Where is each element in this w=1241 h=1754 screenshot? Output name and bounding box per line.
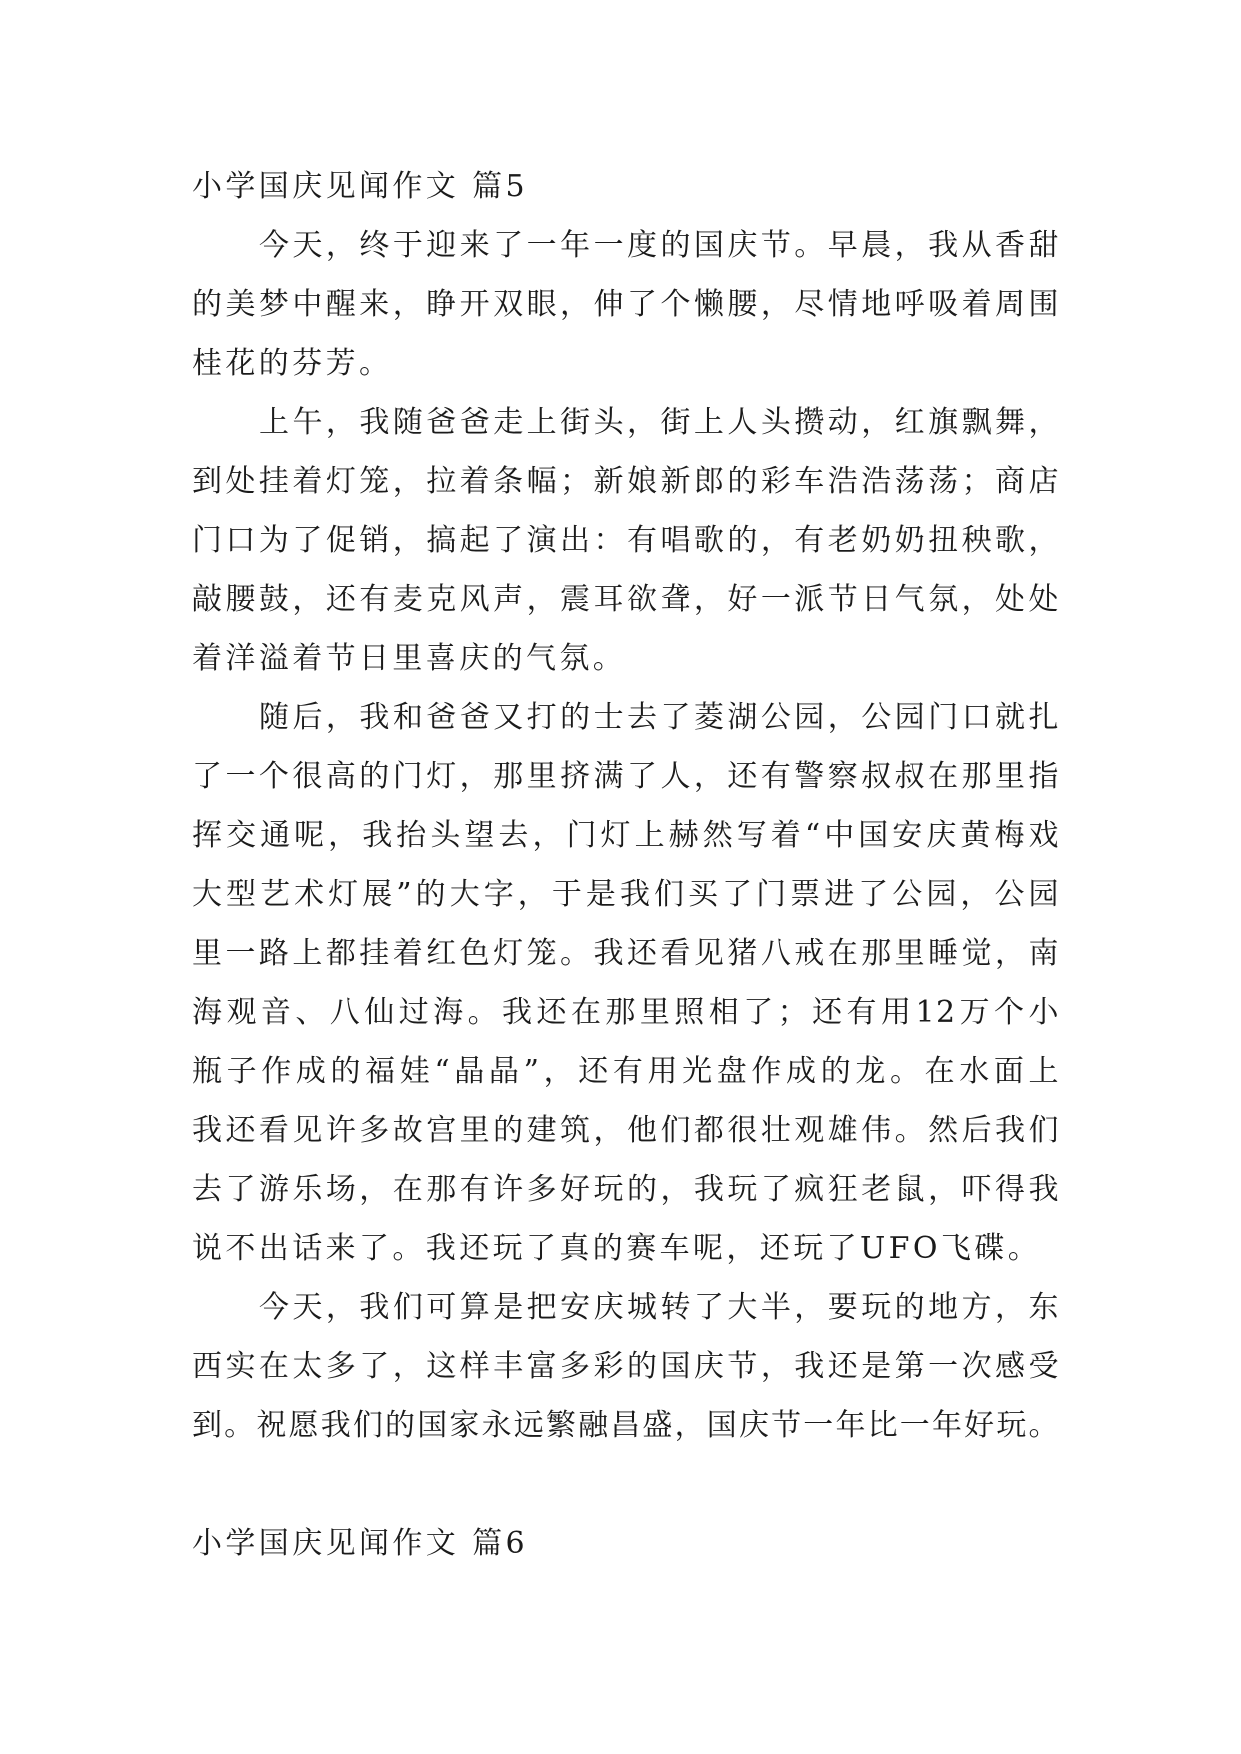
text-line: 门口为了促销，搞起了演出：有唱歌的，有老奶奶扭秧歌， [192, 523, 1060, 558]
text-line: 去了游乐场，在那有许多好玩的，我玩了疯狂老鼠，吓得我 [192, 1172, 1060, 1207]
text-line: 敲腰鼓，还有麦克风声，震耳欲聋，好一派节日气氛，处处 [192, 582, 1060, 617]
text-line: 说不出话来了。我还玩了真的赛车呢，还玩了UFO飞碟。 [192, 1231, 1042, 1266]
text-line: 今天，终于迎来了一年一度的国庆节。早晨，我从香甜 [259, 228, 1060, 263]
text-line: 桂花的芬芳。 [192, 346, 393, 381]
text-line: 西实在太多了，这样丰富多彩的国庆节，我还是第一次感受 [192, 1349, 1060, 1384]
paragraph [192, 216, 1060, 393]
text-line: 上午，我随爸爸走上街头，街上人头攒动，红旗飘舞， [259, 405, 1060, 440]
paragraph [192, 393, 1060, 688]
text-line: 挥交通呢，我抬头望去，门灯上赫然写着“中国安庆黄梅戏 [192, 818, 1060, 853]
text-line: 随后，我和爸爸又打的士去了菱湖公园，公园门口就扎 [259, 700, 1060, 735]
paragraph [192, 1278, 1060, 1455]
essay-heading: 小学国庆见闻作文 篇6 [192, 1526, 529, 1561]
text-line: 着洋溢着节日里喜庆的气氛。 [192, 641, 627, 676]
paragraph [192, 688, 1060, 1278]
text-line: 今天，我们可算是把安庆城转了大半，要玩的地方，东 [259, 1290, 1060, 1325]
text-line: 到处挂着灯笼，拉着条幅；新娘新郎的彩车浩浩荡荡；商店 [192, 464, 1060, 499]
text-line: 到。祝愿我们的国家永远繁融昌盛，国庆节一年比一年好玩。 [192, 1408, 1060, 1443]
text-line: 我还看见许多故宫里的建筑，他们都很壮观雄伟。然后我们 [192, 1113, 1060, 1148]
text-line: 海观音、八仙过海。我还在那里照相了；还有用12万个小 [192, 995, 1060, 1030]
blank-line [192, 1455, 1060, 1514]
document-body [192, 157, 1060, 1573]
text-line: 的美梦中醒来，睁开双眼，伸了个懒腰，尽情地呼吸着周围 [192, 287, 1060, 322]
text-line: 瓶子作成的福娃“晶晶”，还有用光盘作成的龙。在水面上 [192, 1054, 1060, 1089]
text-line: 里一路上都挂着红色灯笼。我还看见猪八戒在那里睡觉，南 [192, 936, 1060, 971]
essay-heading: 小学国庆见闻作文 篇5 [192, 169, 529, 204]
text-line: 了一个很高的门灯，那里挤满了人，还有警察叔叔在那里指 [192, 759, 1060, 794]
text-line: 大型艺术灯展”的大字，于是我们买了门票进了公园，公园 [192, 877, 1060, 912]
